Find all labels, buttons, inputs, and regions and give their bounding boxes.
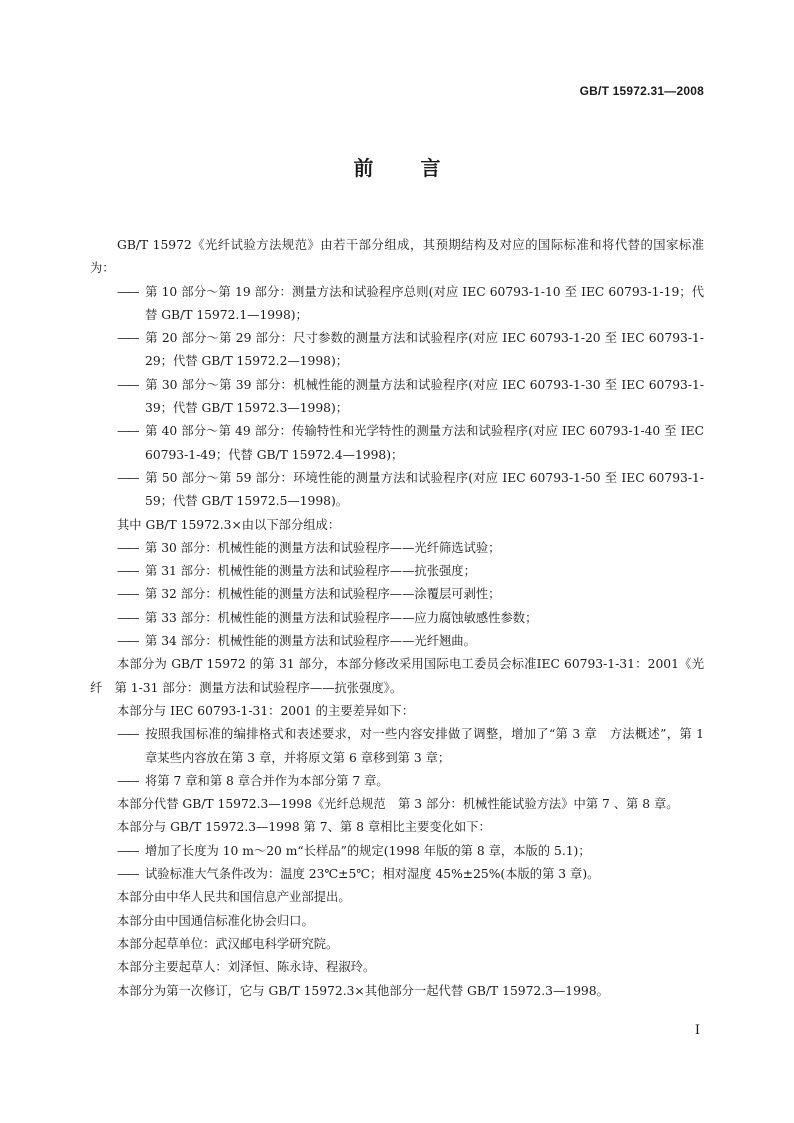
dash-symbol: —— [117,843,138,858]
dash-symbol: —— [117,727,138,742]
title-char: 前 [353,156,374,180]
document-body [90,234,704,1003]
differences-intro: 本部分与 IEC 60793-1-31：2001 的主要差异如下： [117,703,415,718]
dash-symbol: —— [117,424,138,439]
list-item [117,723,704,770]
closing-paragraph: 本部分为第一次修订，它与 GB/T 15972.3×其他部分一起代替 GB/T 15972.3—1998。 [117,983,609,998]
dash-symbol: —— [117,377,138,392]
dash-symbol: —— [117,610,138,625]
list-item-text: 将第 7 章和第 8 章合并作为本部分第 7 章。 [145,773,389,788]
list-item [117,607,704,630]
list-item-text: 第 40 部分～第 49 部分：传输特性和光学特性的测量方法和试验程序(对应 IEC 60793-1-40 至 IEC 60793-1-49；代替 GB/T 15972.4—1998)； [145,424,704,462]
list-item-text: 第 33 部分：机械性能的测量方法和试验程序——应力腐蚀敏感性参数； [145,610,538,625]
list-item [117,770,704,793]
list-item-text: 第 31 部分：机械性能的测量方法和试验程序——抗张强度； [145,564,476,579]
list-item [117,374,704,421]
sub-intro-paragraph: 其中 GB/T 15972.3×由以下部分组成： [117,517,341,532]
list-item [117,583,704,606]
list-item-text: 第 32 部分：机械性能的测量方法和试验程序——涂覆层可剥性； [145,587,501,602]
list-item [117,630,704,653]
dash-symbol: —— [117,587,138,602]
list-item [117,840,704,863]
page-number: I [694,1023,700,1038]
dash-symbol: —— [117,284,138,299]
closing-paragraph: 本部分主要起草人：刘泽恒、陈永诗、程淑玲。 [117,960,376,975]
dash-symbol: —— [117,564,138,579]
dash-symbol: —— [117,867,138,882]
standard-number: GB/T 15972.31—2008 [579,84,704,98]
closing-paragraph: 本部分起草单位：武汉邮电科学研究院。 [117,936,339,951]
changes-intro: 本部分与 GB/T 15972.3—1998 第 7、第 8 章相比主要变化如下： [117,820,491,835]
dash-symbol: —— [117,773,138,788]
list-item [117,467,704,514]
list-item [117,281,704,328]
dash-symbol: —— [117,634,138,649]
page-title [0,152,794,181]
list-item-text: 第 30 部分：机械性能的测量方法和试验程序——光纤筛选试验； [145,540,501,555]
list-item [117,560,704,583]
list-item-text: 第 34 部分：机械性能的测量方法和试验程序——光纤翘曲。 [145,634,476,649]
replaces-paragraph: 本部分代替 GB/T 15972.3—1998《光纤总规范 第 3 部分：机械性能试验方法》中第 7 、第 8 章。 [117,797,679,812]
list-item-text: 增加了长度为 10 m～20 m“长样品”的规定(1998 年版的第 8 章，本版的 5.1)； [145,843,591,858]
list-item-text: 第 30 部分～第 39 部分：机械性能的测量方法和试验程序(对应 IEC 60793-1-30 至 IEC 60793-1-39；代替 GB/T 15972.3—1998)； [145,377,704,416]
list-item-text: 第 50 部分～第 59 部分：环境性能的测量方法和试验程序(对应 IEC 60793-1-50 至 IEC 60793-1-59；代替 GB/T 15972.5—1998)。 [145,470,704,509]
intro-paragraph: GB/T 15972《光纤试验方法规范》由若干部分组成，其预期结构及对应的国际标准和将代替的国家标准为： [90,238,704,276]
list-item [117,420,704,467]
list-item [117,537,704,560]
list-item-text: 第 20 部分～第 29 部分：尺寸参数的测量方法和试验程序(对应 IEC 60793-1-20 至 IEC 60793-1-29；代替 GB/T 15972.2—1998)； [145,331,704,369]
list-item-text: 按照我国标准的编排格式和表述要求，对一些内容安排做了调整，增加了“第 3 章 方法概述”，第 1 章某些内容放在第 3 章，并将原文第 6 章移到第 3 章； [145,727,704,765]
dash-symbol: —— [117,331,138,346]
dash-symbol: —— [117,470,138,485]
closing-paragraph: 本部分由中国通信标准化协会归口。 [117,913,314,928]
list-item-text: 试验标准大气条件改为：温度 23℃±5℃；相对湿度 45%±25%(本版的第 3 章)。 [145,867,600,882]
adoption-paragraph: 本部分为 GB/T 15972 的第 31 部分，本部分修改采用国际电工委员会标准IEC 60793-1-31：2001《光纤 第 1-31 部分：测量方法和试验程序——抗张强度》。 [90,657,704,695]
list-item [117,863,704,886]
list-item [117,327,704,374]
dash-symbol: —— [117,540,138,555]
title-char: 言 [420,156,441,180]
list-item-text: 第 10 部分～第 19 部分：测量方法和试验程序总则(对应 IEC 60793-1-10 至 IEC 60793-1-19；代替 GB/T 15972.1—1998)； [145,284,704,322]
closing-paragraph: 本部分由中华人民共和国信息产业部提出。 [117,890,351,905]
